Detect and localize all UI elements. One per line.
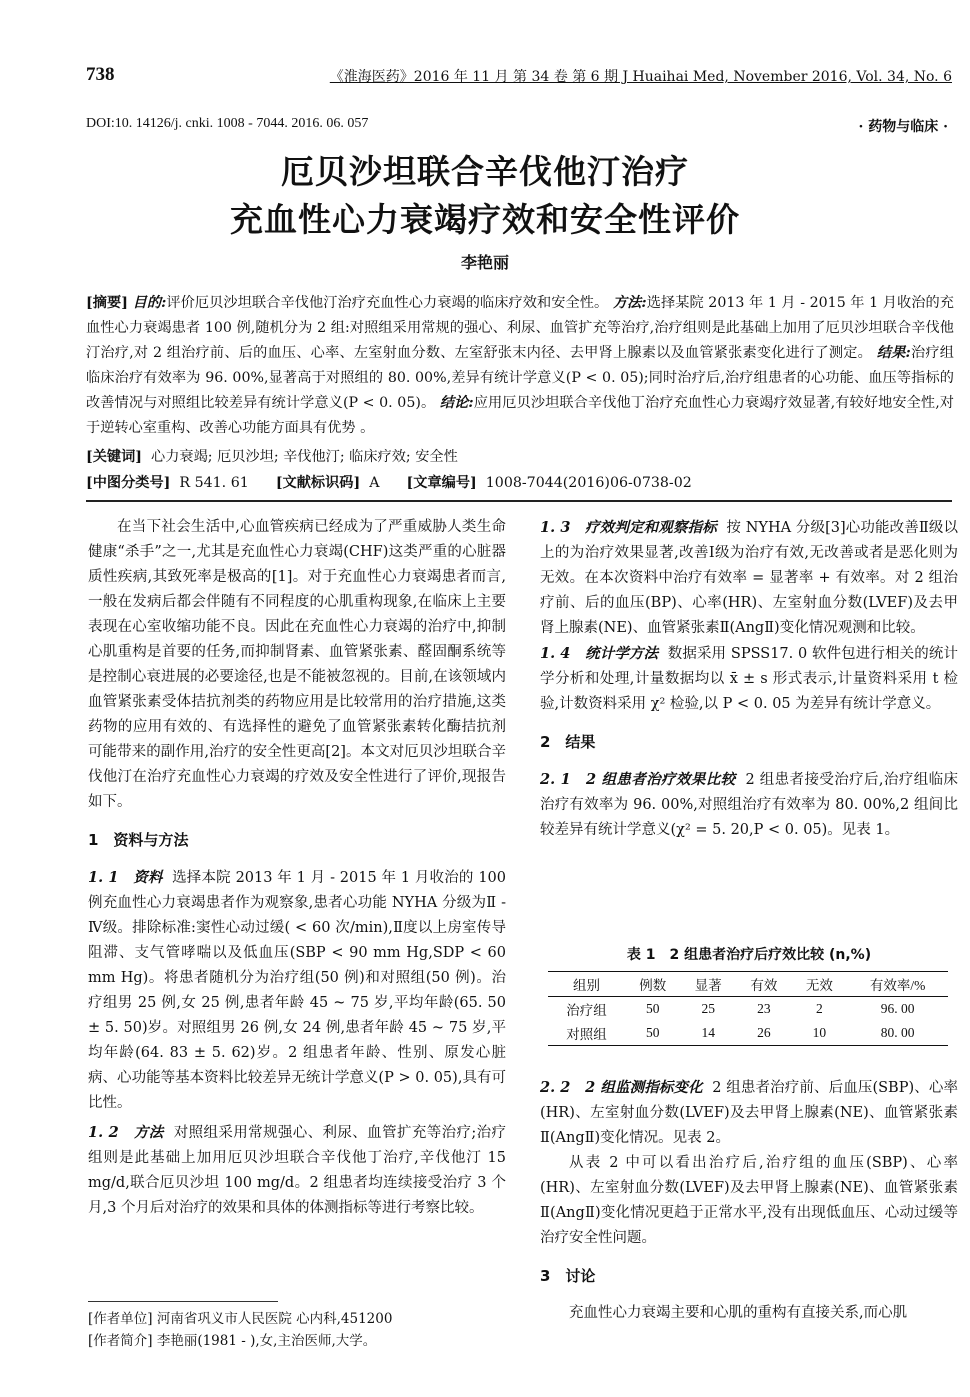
section-2-2-paragraph-2: 从表 2 中可以看出治疗后,治疗组的血压(SBP)、心率(HR)、左室射血分数(LVEF)及去甲肾上腺素(NE)、血管紧张素Ⅱ(AngⅡ)变化情况更趋于正常水平,没有出现低血压、心动过缓等治疗安全性问题。 xyxy=(540,1155,958,1246)
table-1-cell: 10 xyxy=(792,1021,848,1046)
section-1-2 xyxy=(88,1120,506,1221)
result-label: 结果: xyxy=(876,345,911,361)
footnote-rule xyxy=(88,1301,278,1302)
table-1-header-cell: 有效 xyxy=(736,972,792,997)
conclusion-label: 结论: xyxy=(439,395,474,411)
title-line-1: 厄贝沙坦联合辛伐他汀治疗 xyxy=(281,152,689,191)
author: 李艳丽 xyxy=(460,253,509,272)
section-1-3 xyxy=(540,515,958,641)
section-1-4 xyxy=(540,641,958,717)
article-label: [文章编号] xyxy=(406,475,477,491)
page-number: 738 xyxy=(86,64,115,85)
section-2-heading: 2 结果 xyxy=(540,733,596,751)
right-column-top xyxy=(540,515,958,843)
clc-value: R 541. 61 xyxy=(179,475,249,491)
section-2-2 xyxy=(540,1075,958,1151)
abstract-label: [摘要] xyxy=(86,295,129,311)
section-1-heading: 1 资料与方法 xyxy=(88,831,189,849)
table-1 xyxy=(548,971,948,1046)
table-1-cell: 96. 00 xyxy=(880,1001,915,1016)
keywords-text: 心力衰竭; 厄贝沙坦; 辛伐他汀; 临床疗效; 安全性 xyxy=(151,449,458,465)
section-1-4-label: 1. 4 统计学方法 xyxy=(540,645,659,662)
footnote-author-bio: [作者简介] 李艳丽(1981 - ),女,主治医师,大学。 xyxy=(88,1333,377,1349)
section-3-heading: 3 讨论 xyxy=(540,1267,596,1285)
column-tag: · 药物与临床 · xyxy=(858,119,948,135)
result-text: 治疗组临床治疗有效率为 96. 00%,显著高于对照组的 80. 00%,差异有统计学意义(P < 0. 05);同时治疗后,治疗组患者的心功能、血压等指标的改善情况与对照组比较差异有统计学意义(P < 0. 05)。 xyxy=(86,345,954,411)
table-1-row xyxy=(548,1021,948,1046)
section-1-1-label: 1. 1 资料 xyxy=(88,869,163,886)
section-1-2-text: 对照组采用常规强心、利尿、血管扩充等治疗;治疗组则是此基础上加用厄贝沙坦联合辛伐他丁治疗,辛伐他汀 15 mg/d,联合厄贝沙坦 100 mg/d。2 组患者均连续接受治疗 3 个月,3 个月后对治疗的效果和具体的体测指标等进行考察比较。 xyxy=(88,1125,507,1216)
doc-value: A xyxy=(369,475,380,491)
table-1-header-cell: 有效率/% xyxy=(847,972,948,997)
table-1-cell: 对照组 xyxy=(548,1021,625,1046)
right-column-bottom xyxy=(540,1075,958,1326)
keywords-label: [关键词] xyxy=(86,449,142,465)
table-1-cell: 80. 00 xyxy=(847,1021,948,1046)
section-1-1 xyxy=(88,865,506,1116)
section-2-2-label: 2. 2 2 组监测指标变化 xyxy=(540,1079,703,1096)
table-1-cell: 26 xyxy=(736,1021,792,1046)
table-1-header-cell: 无效 xyxy=(792,972,848,997)
title-line-2: 充血性心力衰竭疗效和安全性评价 xyxy=(230,200,740,239)
table-1-row xyxy=(548,997,948,1022)
classification xyxy=(86,472,692,492)
article-value: 1008-7044(2016)06-0738-02 xyxy=(485,475,692,491)
footnote-author-unit: [作者单位] 河南省巩义市人民医院 心内科,451200 xyxy=(88,1311,393,1327)
section-2-1-text: 2 组患者接受治疗后,治疗组临床治疗有效率为 96. 00%,对照组治疗有效率为 80. 00%,2 组间比较差异有统计学意义(χ² = 5. 20,P < 0. 05)。见表 1。 xyxy=(540,772,958,838)
table-1-cell: 23 xyxy=(757,1001,771,1016)
table-1-header-cell: 例数 xyxy=(625,972,681,997)
divider xyxy=(86,500,952,502)
doc-label: [文献标识码] xyxy=(275,475,361,491)
method-text: 选择某院 2013 年 1 月 - 2015 年 1 月收治的充血性心力衰竭患者 100 例,随机分为 2 组:对照组采用常规的强心、利尿、血管扩充等治疗,治疗组则是此基础上加用了厄贝沙坦联合辛伐他汀治疗,对 2 组治疗前、后的血压、心率、左室射血分数、左室舒张末内径、去甲肾上腺素以及血管紧张素变化进行了测定。 xyxy=(86,295,954,361)
section-1-1-text: 选择本院 2013 年 1 月 - 2015 年 1 月收治的 100 例充血性心力衰竭患者作为观察象,患者心功能 NYHA 分级为Ⅱ - Ⅳ级。排除标准:窦性心动过缓( < 60 次/min),Ⅱ度以上房室传导阻滞、支气管哮喘以及低血压(SBP < 90 mm Hg,SDP < 60 mm Hg)。将患者随机分为治疗组(50 例)和对照组(50 例)。治疗组男 25 例,女 25 例,患者年龄 45 ~ 75 岁,平均年龄(65. 50 ± 5. 50)岁。对照组男 26 例,女 24 例,患者年龄 45 ~ 75 岁,平均年龄(64. 83 ± 5. 62)岁。2 组患者年龄、性别、原发心脏病、心功能等基本资料比较差异无统计学意义(P > 0. 05),具有可比性。 xyxy=(88,870,506,1111)
journal-citation: 《淮海医药》2016 年 11 月 第 34 卷 第 6 期 J Huaihai Med, November 2016, Vol. 34, No. 6 xyxy=(329,69,952,85)
keywords xyxy=(86,446,458,466)
discussion-paragraph: 充血性心力衰竭主要和心肌的重构有直接关系,而心肌 xyxy=(569,1305,908,1321)
table-1-header-cell: 显著 xyxy=(681,972,737,997)
table-1-cell: 2 xyxy=(816,1001,823,1016)
table-1-title: 表 1 2 组患者治疗后疗效比较 (n,%) xyxy=(626,947,872,963)
table-1-cell: 50 xyxy=(625,1021,681,1046)
table-1-cell: 治疗组 xyxy=(566,1003,607,1018)
clc-label: [中图分类号] xyxy=(86,475,171,491)
section-2-1-label: 2. 1 2 组患者治疗效果比较 xyxy=(540,771,736,788)
table-1-cell: 14 xyxy=(681,1021,737,1046)
section-1-3-label: 1. 3 疗效判定和观察指标 xyxy=(540,519,717,536)
method-label: 方法: xyxy=(612,295,647,311)
doi: DOI:10. 14126/j. cnki. 1008 - 7044. 2016. 06. 057 xyxy=(86,116,369,131)
section-2-2-text: 2 组患者治疗前、后血压(SBP)、心率(HR)、左室射血分数(LVEF)及去甲肾上腺素(NE)、血管紧张素Ⅱ(AngⅡ)变化情况。见表 2。 xyxy=(540,1080,958,1146)
section-1-4-text: 数据采用 SPSS17. 0 软件包进行相关的统计学分析和处理,计量数据均以 x̄ ± s 形式表示,计量资料采用 t 检验,计数资料采用 χ² 检验,以 P < 0. 05 为差异有统计学意义。 xyxy=(540,646,959,712)
table-1-cell: 25 xyxy=(701,1001,716,1016)
conclusion-text: 应用厄贝沙坦联合辛伐他丁治疗充血性心力衰竭疗效显著,有较好地安全性,对于逆转心室重构、改善心功能方面具有优势 。 xyxy=(86,395,954,436)
intro-paragraph: 在当下社会生活中,心血管疾病已经成为了严重威胁人类生命健康“杀手”之一,尤其是充血性心力衰竭(CHF)这类严重的心脏器质性疾病,其致死率是极高的[1]。对于充血性心力衰竭患者而言,一般在发病后都会伴随有不同程度的心肌重构现象,在临床上主要表现在心室收缩功能不良。因此在充血性心力衰竭的治疗中,抑制心肌重构是首要的任务,而抑制肾素、血管紧张素、醛固酮系统等是控制心衰进展的必要途径,也是不能被忽视的。目前,在该领域内血管紧张素受体拮抗剂类的药物应用是比较常用的治疗措施,这类药物的应用有效的、有选择性的避免了血管紧张素转化酶拮抗剂可能带来的副作用,治疗的安全性更高[2]。本文对厄贝沙坦联合辛伐他汀在治疗充血性心力衰竭的疗效及安全性进行了评价,现报告如下。 xyxy=(88,519,506,810)
table-1-header-cell: 组别 xyxy=(548,972,625,997)
abstract xyxy=(86,291,954,441)
purpose-label: 目的: xyxy=(132,295,167,311)
table-1-cell: 50 xyxy=(645,1001,660,1016)
left-column xyxy=(88,515,506,1221)
section-2-1 xyxy=(540,767,958,843)
section-1-2-label: 1. 2 方法 xyxy=(88,1124,164,1141)
purpose-text: 评价厄贝沙坦联合辛伐他汀治疗充血性心力衰竭的临床疗效和安全性。 xyxy=(166,295,609,311)
section-1-3-text: 按 NYHA 分级[3]心功能改善Ⅱ级以上的为治疗效果显著,改善Ⅰ级为治疗有效,无改善或者是恶化则为无效。在本次资料中治疗有效率 = 显著率 + 有效率。对 2 组治疗前、后的血压(BP)、心率(HR)、左室射血分数(LVEF)及去甲肾上腺素(NE)、血管紧张素Ⅱ(AngⅡ)变化情况观测和比较。 xyxy=(540,520,959,636)
